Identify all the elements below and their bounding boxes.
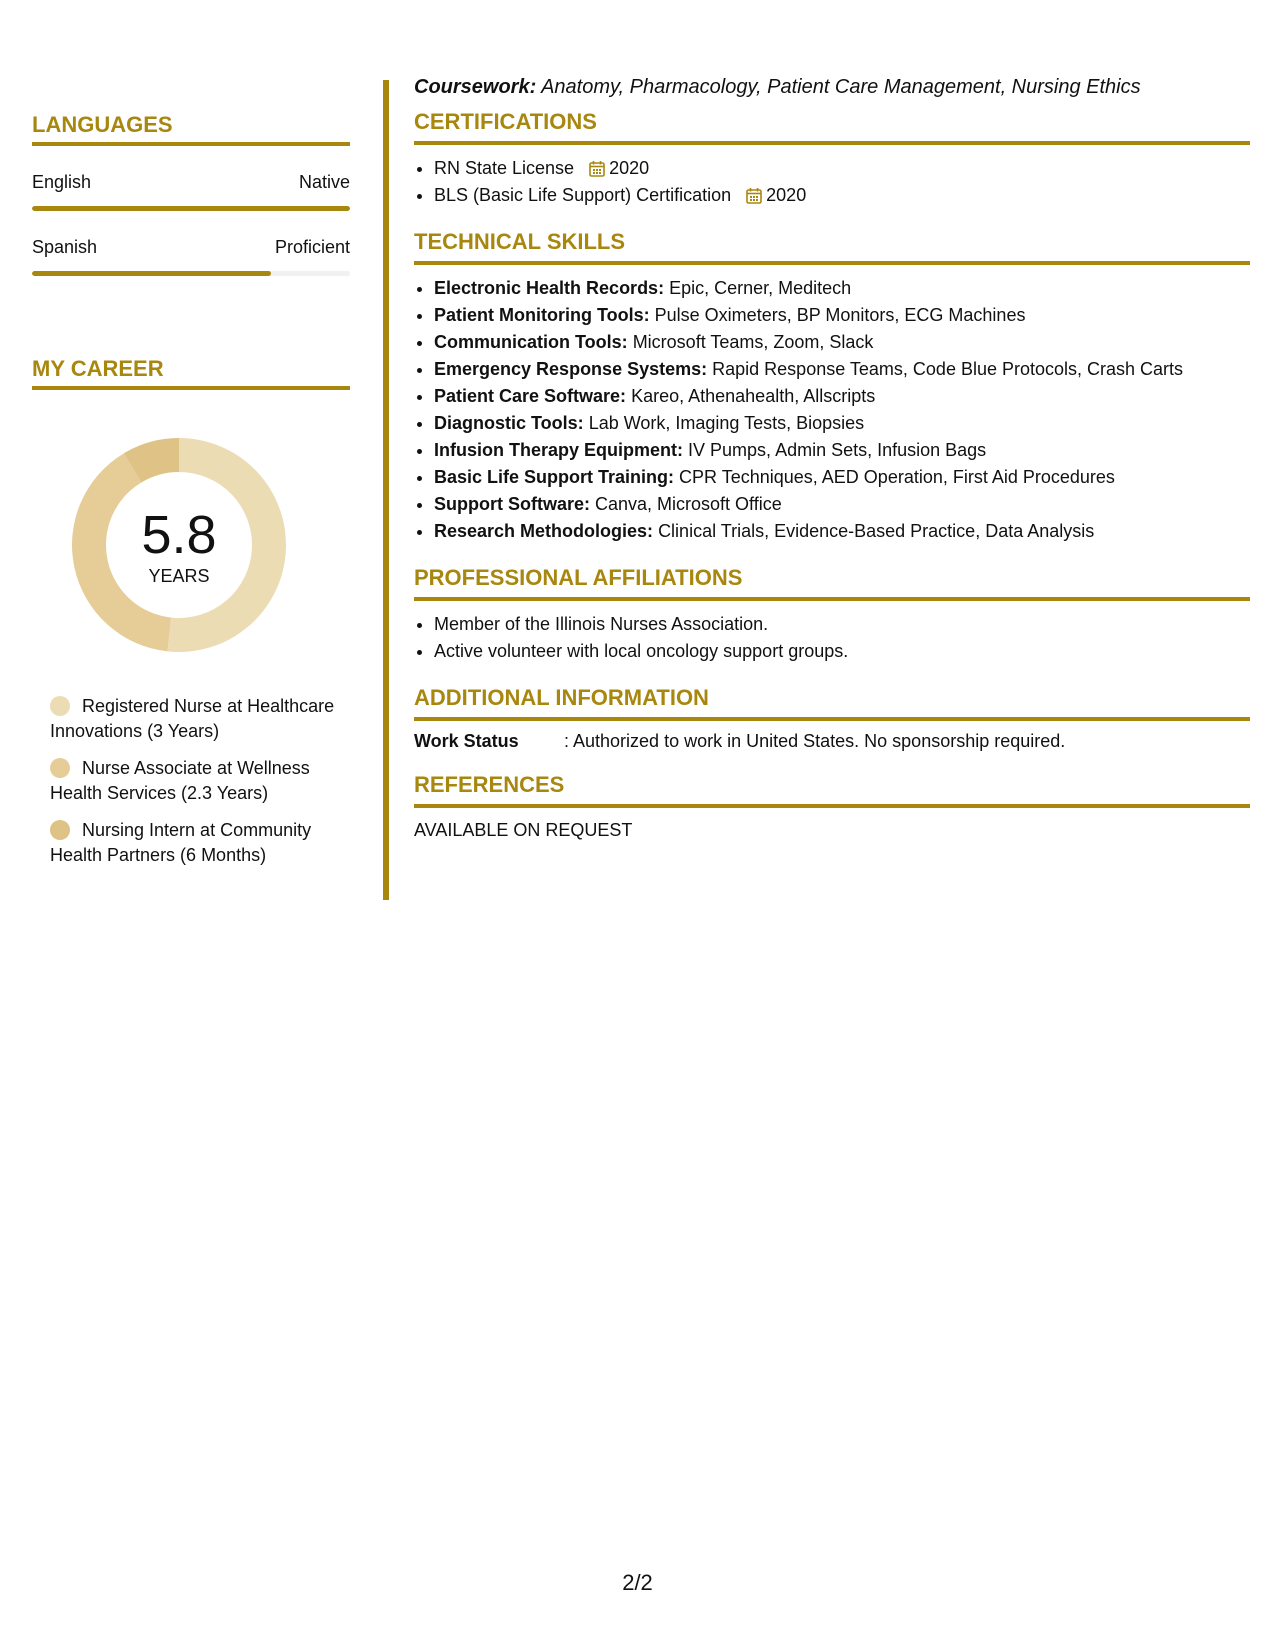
skill-value: Pulse Oximeters, BP Monitors, ECG Machines <box>654 305 1026 325</box>
skill-item <box>434 518 1250 545</box>
skill-item <box>434 437 1250 464</box>
language-proficiency-bar <box>32 206 350 211</box>
career-donut-chart <box>66 432 292 658</box>
language-name: Spanish <box>32 237 98 257</box>
career-legend-label: Nurse Associate at Wellness Health Services (2.3 Years) <box>50 758 310 803</box>
skill-value: Lab Work, Imaging Tests, Biopsies <box>588 413 865 433</box>
skill-item <box>434 302 1250 329</box>
skill-label: Diagnostic Tools: <box>434 413 584 433</box>
career-legend-label: Nursing Intern at Community Health Partners (6 Months) <box>50 820 312 865</box>
languages-heading: LANGUAGES <box>32 112 350 146</box>
skill-label: Research Methodologies: <box>434 521 654 541</box>
certifications-list <box>414 155 1250 209</box>
skill-label: Infusion Therapy Equipment: <box>434 440 684 460</box>
references-heading: REFERENCES <box>414 772 1250 808</box>
legend-dot <box>50 696 70 716</box>
certifications-heading: CERTIFICATIONS <box>414 109 1250 145</box>
career-total-value: 5.8 <box>141 504 217 565</box>
skill-value: Kareo, Athenahealth, Allscripts <box>631 386 876 406</box>
language-name: English <box>32 172 92 192</box>
skill-label: Support Software: <box>434 494 590 514</box>
certification-name: BLS (Basic Life Support) Certification <box>434 185 732 205</box>
skill-item <box>434 410 1250 437</box>
affiliation-item: • Active volunteer with local oncology support groups. <box>434 638 1250 665</box>
coursework-line <box>414 76 1250 99</box>
skill-value: Clinical Trials, Evidence-Based Practice, Data Analysis <box>658 521 1095 541</box>
skill-value: CPR Techniques, AED Operation, First Aid Procedures <box>679 467 1115 487</box>
coursework-value: Anatomy, Pharmacology, Patient Care Management, Nursing Ethics <box>541 76 1141 98</box>
skill-item <box>434 275 1250 302</box>
skill-label: Emergency Response Systems: <box>434 359 708 379</box>
calendar-icon <box>589 160 605 177</box>
language-proficiency-bar <box>32 271 350 276</box>
career-legend-item <box>50 694 350 744</box>
affiliation-item: • Member of the Illinois Nurses Association. <box>434 611 1250 638</box>
skill-label: Communication Tools: <box>434 332 628 352</box>
skill-value: Canva, Microsoft Office <box>595 494 782 514</box>
calendar-icon <box>746 187 762 204</box>
certification-year: 2020 <box>766 185 807 205</box>
technical-skills-heading: TECHNICAL SKILLS <box>414 229 1250 265</box>
skill-item <box>434 491 1250 518</box>
language-level: Native <box>298 172 350 192</box>
language-item <box>32 237 350 276</box>
skill-value: IV Pumps, Admin Sets, Infusion Bags <box>688 440 987 460</box>
technical-skills-list <box>414 275 1250 545</box>
career-legend-item <box>50 756 350 806</box>
skill-value: Epic, Cerner, Meditech <box>669 278 852 298</box>
skill-item <box>434 383 1250 410</box>
career-heading: MY CAREER <box>32 356 350 390</box>
sidebar <box>32 112 350 880</box>
page-number: 2/2 <box>622 1570 653 1595</box>
column-divider <box>383 80 389 900</box>
skill-value: Microsoft Teams, Zoom, Slack <box>632 332 874 352</box>
skill-label: Patient Care Software: <box>434 386 627 406</box>
work-status-row <box>414 731 1250 752</box>
references-value: AVAILABLE ON REQUEST <box>414 820 633 840</box>
language-proficiency-fill <box>32 271 271 276</box>
skill-item <box>434 464 1250 491</box>
coursework-label: Coursework: <box>414 76 537 98</box>
career-legend <box>32 694 350 868</box>
language-proficiency-fill <box>32 206 350 211</box>
skill-item <box>434 356 1250 383</box>
skill-label: Basic Life Support Training: <box>434 467 675 487</box>
affiliations-list <box>414 611 1250 665</box>
career-legend-label: Registered Nurse at Healthcare Innovations (3 Years) <box>50 696 335 741</box>
additional-info-heading: ADDITIONAL INFORMATION <box>414 685 1250 721</box>
skill-value: Rapid Response Teams, Code Blue Protocols, Crash Carts <box>712 359 1184 379</box>
certification-item <box>434 155 1250 182</box>
career-legend-item <box>50 818 350 868</box>
legend-dot <box>50 758 70 778</box>
affiliations-heading: PROFESSIONAL AFFILIATIONS <box>414 565 1250 601</box>
certification-year: 2020 <box>609 158 650 178</box>
skill-label: Electronic Health Records: <box>434 278 665 298</box>
legend-dot <box>50 820 70 840</box>
language-level: Proficient <box>274 237 350 257</box>
language-item <box>32 172 350 211</box>
certification-item <box>434 182 1250 209</box>
certification-name: RN State License <box>434 158 575 178</box>
main-column <box>414 76 1250 841</box>
skill-label: Patient Monitoring Tools: <box>434 305 650 325</box>
work-status-label: Work Status <box>414 731 519 751</box>
career-total-unit: YEARS <box>148 565 210 586</box>
skill-item <box>434 329 1250 356</box>
work-status-value: : Authorized to work in United States. No sponsorship required. <box>564 731 1066 751</box>
